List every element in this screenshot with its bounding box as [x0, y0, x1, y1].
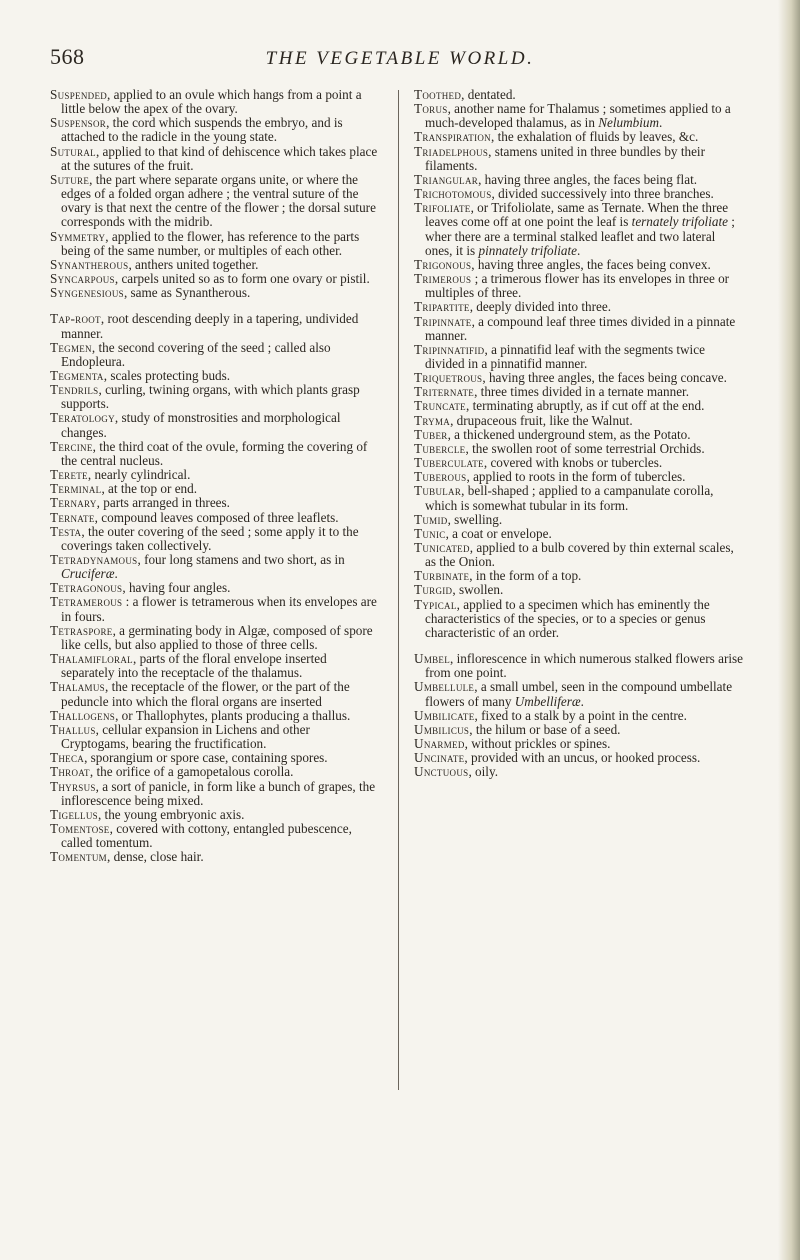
page-header [0, 40, 800, 80]
glossary-entry [50, 652, 380, 680]
glossary-entry [50, 511, 380, 525]
definition-continuation: . [659, 115, 663, 131]
glossary-column-left [50, 88, 380, 864]
glossary-entry [50, 680, 380, 708]
glossary-entry [414, 680, 744, 708]
glossary-definition: , curling, twining organs, with which plants grasp supports. [61, 382, 360, 412]
glossary-entry [414, 470, 744, 484]
glossary-definition: , swollen. [452, 582, 504, 598]
glossary-term: Umbilicus [414, 721, 470, 737]
glossary-entry [414, 541, 744, 569]
glossary-entry [50, 709, 380, 723]
glossary-term: Tomentose [50, 820, 110, 836]
glossary-entry [414, 484, 744, 512]
glossary-term: Tap-root [50, 311, 101, 327]
italic-name: pinnately trifoliate [478, 242, 578, 258]
glossary-entry [50, 482, 380, 496]
glossary-definition: , terminating abruptly, as if cut off at the end. [465, 398, 705, 414]
glossary-definition: , parts of the floral envelope inserted separately into the receptacle of the thalamus. [61, 651, 327, 681]
glossary-entry [414, 145, 744, 173]
glossary-term: Trichotomous [414, 186, 492, 202]
glossary-term: Suspensor [50, 115, 107, 131]
definition-continuation: ; wher there are a terminal stalked leaflet and two lateral ones, it is [425, 214, 735, 258]
glossary-term: Thyrsus [50, 778, 96, 794]
page-edge-shadow [778, 0, 800, 1260]
glossary-entry [50, 723, 380, 751]
glossary-entry [414, 709, 744, 723]
glossary-definition: , compound leaves composed of three leaflets. [94, 509, 339, 525]
glossary-term: Tendrils [50, 382, 99, 398]
glossary-entry [414, 88, 744, 102]
glossary-term: Umbel [414, 651, 451, 667]
glossary-term: Umbellule [414, 679, 475, 695]
glossary-term: Tetramerous [50, 594, 123, 610]
glossary-term: Tegmen [50, 339, 92, 355]
glossary-term: Typical [414, 596, 457, 612]
glossary-entry [414, 414, 744, 428]
glossary-definition: , a sort of panicle, in form like a bunch of grapes, the inflorescence being mixed. [61, 778, 376, 808]
glossary-entry [414, 751, 744, 765]
glossary-definition: , in the form of a top. [469, 568, 582, 584]
glossary-term: Testa [50, 523, 82, 539]
glossary-term: Thallus [50, 721, 96, 737]
glossary-definition: , covered with knobs or tubercles. [483, 455, 663, 471]
glossary-term: Turbinate [414, 568, 470, 584]
glossary-entry [414, 652, 744, 680]
glossary-term: Tuberous [414, 469, 467, 485]
glossary-definition: , bell-shaped ; applied to a campanulate corolla, which is somewhat tubular in its form. [425, 483, 714, 513]
glossary-definition: , applied to a specimen which has eminently the characteristics of the species, or to a species or genus characteristic of an order. [425, 596, 710, 640]
glossary-definition: , swelling. [447, 511, 503, 527]
glossary-entry [414, 300, 744, 314]
glossary-entry [50, 258, 380, 272]
glossary-term: Syncarpous [50, 271, 115, 287]
glossary-term: Tumid [414, 511, 448, 527]
glossary-definition: , anthers united together. [128, 256, 259, 272]
glossary-entry [414, 272, 744, 300]
glossary-definition: , inflorescence in which numerous stalked flowers arise from one point. [425, 651, 743, 681]
glossary-entry [414, 399, 744, 413]
glossary-term: Tunicated [414, 540, 470, 555]
glossary-definition: , a small umbel, seen in the compound umbellate flowers of many [425, 679, 733, 709]
glossary-entry [50, 468, 380, 482]
glossary-term: Tripinnatifid [414, 341, 485, 357]
glossary-entry [414, 723, 744, 737]
italic-name: Umbelliferæ [514, 693, 581, 709]
glossary-term: Suspended [50, 87, 108, 102]
glossary-term: Triangular [414, 171, 479, 187]
glossary-term: Tigellus [50, 806, 98, 822]
glossary-entry [50, 751, 380, 765]
glossary-definition: , four long stamens and two short, as in [137, 552, 345, 567]
glossary-definition: , carpels united so as to form one ovary or pistil. [114, 271, 370, 287]
glossary-term: Tunic [414, 525, 446, 541]
glossary-definition: , parts arranged in threes. [96, 495, 230, 511]
glossary-entry [414, 187, 744, 201]
glossary-definition: , without prickles or spines. [464, 736, 611, 752]
glossary-entry [414, 442, 744, 456]
glossary-term: Trimerous [414, 271, 472, 287]
page-number: 568 [50, 44, 85, 69]
glossary-term: Terete [50, 467, 88, 483]
glossary-term: Tripartite [414, 299, 470, 315]
glossary-term: Trigonous [414, 256, 472, 272]
glossary-entry [414, 130, 744, 144]
glossary-definition: , the third coat of the ovule, forming the covering of the central nucleus. [61, 438, 368, 468]
glossary-entry [50, 765, 380, 779]
glossary-definition: , another name for Thalamus ; sometimes applied to a much-developed thalamus, as in [425, 101, 731, 131]
italic-name: ternately trifoliate [631, 214, 728, 230]
glossary-term: Thalamus [50, 679, 105, 695]
glossary-definition: ; a trimerous flower has its envelopes in three or multiples of three. [425, 271, 730, 301]
glossary-column-right [414, 88, 744, 780]
glossary-definition: : a flower is tetramerous when its envelopes are in fours. [61, 594, 377, 624]
glossary-definition: , at the top or end. [101, 481, 198, 497]
glossary-definition: , or Thallophytes, plants producing a thallus. [115, 707, 351, 723]
glossary-term: Triternate [414, 384, 475, 400]
glossary-entry [50, 581, 380, 595]
glossary-entry [414, 371, 744, 385]
glossary-term: Tubular [414, 483, 462, 499]
glossary-entry [50, 850, 380, 864]
glossary-definition: , applied to an ovule which hangs from a point a little below the apex of the ovary. [61, 87, 362, 117]
glossary-definition: , drupaceous fruit, like the Walnut. [450, 412, 633, 428]
glossary-term: Unarmed [414, 736, 465, 752]
glossary-term: Sutural [50, 143, 96, 159]
glossary-term: Tubercle [414, 440, 466, 456]
glossary-definition: , covered with cottony, entangled pubescence, called tomentum. [61, 820, 352, 851]
glossary-definition: , provided with an uncus, or hooked process. [464, 750, 701, 766]
glossary-definition: , having three angles, the faces being flat. [478, 171, 698, 187]
glossary-term: Truncate [414, 398, 466, 414]
glossary-definition: , having three angles, the faces being concave. [482, 370, 727, 386]
glossary-definition: , the hilum or base of a seed. [469, 721, 621, 737]
glossary-term: Tetradynamous [50, 552, 138, 567]
glossary-entry [414, 343, 744, 371]
glossary-definition: , applied to roots in the form of tubercles. [466, 469, 686, 485]
glossary-definition: , the outer covering of the seed ; some apply it to the coverings taken collectively. [61, 523, 359, 553]
glossary-definition: , applied to that kind of dehiscence which takes place at the sutures of the fruit. [61, 143, 378, 173]
glossary-entry [50, 624, 380, 652]
glossary-definition: , a pinnatifid leaf with the segments twice divided in a pinnatifid manner. [425, 341, 705, 371]
glossary-definition: , having four angles. [122, 580, 231, 596]
glossary-term: Tercine [50, 438, 93, 454]
glossary-entry [50, 341, 380, 369]
glossary-term: Tetraspore [50, 622, 113, 638]
glossary-term: Ternate [50, 509, 95, 525]
glossary-entry [50, 145, 380, 173]
glossary-term: Teratology [50, 410, 115, 426]
glossary-definition: , cellular expansion in Lichens and other Cryptogams, bearing the fructification. [61, 721, 310, 752]
glossary-term: Throat [50, 764, 90, 780]
glossary-entry [414, 765, 744, 779]
glossary-entry [50, 780, 380, 808]
glossary-entry [414, 315, 744, 343]
glossary-term: Tetragonous [50, 580, 123, 596]
glossary-entry [414, 102, 744, 130]
glossary-term: Synantherous [50, 256, 129, 272]
glossary-entry [50, 369, 380, 383]
glossary-definition: , having three angles, the faces being convex. [471, 256, 711, 272]
glossary-definition: , the young embryonic axis. [97, 806, 245, 822]
glossary-entry [414, 737, 744, 751]
glossary-entry [50, 383, 380, 411]
italic-name: Cruciferæ [61, 566, 115, 582]
glossary-definition: , applied to a bulb covered by thin external scales, as the Onion. [425, 540, 734, 570]
glossary-definition: , same as Synantherous. [123, 285, 251, 301]
definition-continuation: . [114, 566, 118, 582]
glossary-term: Umbilicate [414, 707, 475, 723]
glossary-definition: , the cord which suspends the embryo, and is attached to the radicle in the young state. [61, 115, 343, 145]
glossary-term: Unctuous [414, 764, 469, 780]
glossary-entry [414, 456, 744, 470]
glossary-term: Tuber [414, 426, 448, 442]
glossary-term: Thallogens [50, 707, 116, 723]
glossary-definition: , the swollen root of some terrestrial Orchids. [465, 440, 705, 456]
glossary-definition: , scales protecting buds. [103, 367, 231, 383]
glossary-definition: , divided successively into three branches. [491, 186, 714, 202]
glossary-term: Syngenesious [50, 285, 124, 301]
italic-name: Nelumbium [598, 115, 660, 131]
column-divider [398, 90, 399, 1090]
glossary-entry [50, 525, 380, 553]
glossary-term: Suture [50, 171, 90, 187]
glossary-entry [50, 88, 380, 116]
glossary-entry [50, 272, 380, 286]
glossary-term: Triadelphous [414, 143, 489, 159]
glossary-entry [50, 822, 380, 850]
glossary-entry [50, 312, 380, 340]
glossary-term: Terminal [50, 481, 102, 497]
glossary-definition: , the exhalation of fluids by leaves, &c. [490, 129, 699, 145]
glossary-term: Tuberculate [414, 455, 484, 471]
definition-continuation: . [577, 242, 581, 258]
glossary-entry [414, 201, 744, 258]
glossary-entry [50, 496, 380, 510]
glossary-term: Torus [414, 101, 448, 117]
glossary-term: Trifoliate [414, 200, 471, 216]
glossary-entry [414, 513, 744, 527]
glossary-term: Tomentum [50, 849, 107, 865]
glossary-entry [50, 440, 380, 468]
glossary-definition: , the orifice of a gamopetalous corolla. [89, 764, 294, 780]
glossary-term: Triquetrous [414, 370, 483, 386]
glossary-entry [414, 598, 744, 640]
definition-continuation: . [580, 693, 584, 709]
glossary-term: Tripinnate [414, 313, 472, 329]
glossary-definition: , sporangium or spore case, containing spores. [84, 750, 328, 766]
glossary-term: Theca [50, 750, 85, 766]
glossary-term: Toothed [414, 87, 462, 102]
running-title: THE VEGETABLE WORLD. [265, 48, 535, 69]
glossary-definition: , root descending deeply in a tapering, undivided manner. [61, 311, 359, 341]
glossary-definition: , applied to the flower, has reference to the parts being of the same number, or multiples of each other. [61, 228, 360, 258]
glossary-definition: , a coat or envelope. [445, 525, 552, 541]
glossary-term: Transpiration [414, 129, 491, 145]
glossary-entry [50, 116, 380, 144]
glossary-term: Turgid [414, 582, 453, 598]
glossary-entry [414, 569, 744, 583]
glossary-definition: , nearly cylindrical. [87, 467, 191, 483]
glossary-entry [414, 428, 744, 442]
glossary-entry [414, 527, 744, 541]
glossary-term: Tryma [414, 412, 451, 428]
glossary-entry [414, 385, 744, 399]
glossary-term: Symmetry [50, 228, 106, 244]
glossary-term: Thalamifloral [50, 651, 133, 667]
glossary-term: Ternary [50, 495, 97, 511]
glossary-entry [50, 173, 380, 230]
glossary-entry [414, 173, 744, 187]
glossary-definition: , the second covering of the seed ; called also Endopleura. [61, 339, 331, 369]
glossary-entry [50, 808, 380, 822]
glossary-definition: , a thickened underground stem, as the Potato. [447, 426, 691, 442]
glossary-entry [50, 595, 380, 623]
glossary-entry [414, 583, 744, 597]
glossary-definition: , the part where separate organs unite, or where the edges of a folded organ adhere ; the ventral suture of the ovary is that next the centre of the flower ; the dorsal suture corresponds with the midrib. [61, 171, 376, 230]
glossary-term: Uncinate [414, 750, 465, 766]
glossary-definition: , deeply divided into three. [469, 299, 612, 315]
glossary-definition: , stamens united in three bundles by their filaments. [425, 143, 705, 173]
glossary-definition: , a compound leaf three times divided in a pinnate manner. [425, 313, 736, 343]
glossary-entry [414, 258, 744, 272]
glossary-definition: , the receptacle of the flower, or the part of the peduncle into which the floral organs are inserted [61, 679, 350, 709]
glossary-definition: , study of monstrosities and morphological changes. [61, 410, 341, 440]
glossary-entry [50, 230, 380, 258]
glossary-definition: , or Trifoliolate, same as Ternate. When the three leaves come off at one point the leaf is [425, 200, 729, 230]
glossary-entry [50, 286, 380, 300]
glossary-definition: , oily. [468, 764, 498, 780]
glossary-definition: , fixed to a stalk by a point in the centre. [474, 707, 687, 723]
glossary-entry [50, 411, 380, 439]
glossary-definition: , dense, close hair. [106, 849, 204, 865]
glossary-entry [50, 553, 380, 581]
glossary-term: Tegmenta [50, 367, 104, 383]
glossary-definition: , a germinating body in Algæ, composed of spore like cells, but also applied to those of three cells. [61, 622, 373, 652]
glossary-definition: , three times divided in a ternate manner. [474, 384, 690, 400]
glossary-definition: , dentated. [461, 87, 516, 102]
